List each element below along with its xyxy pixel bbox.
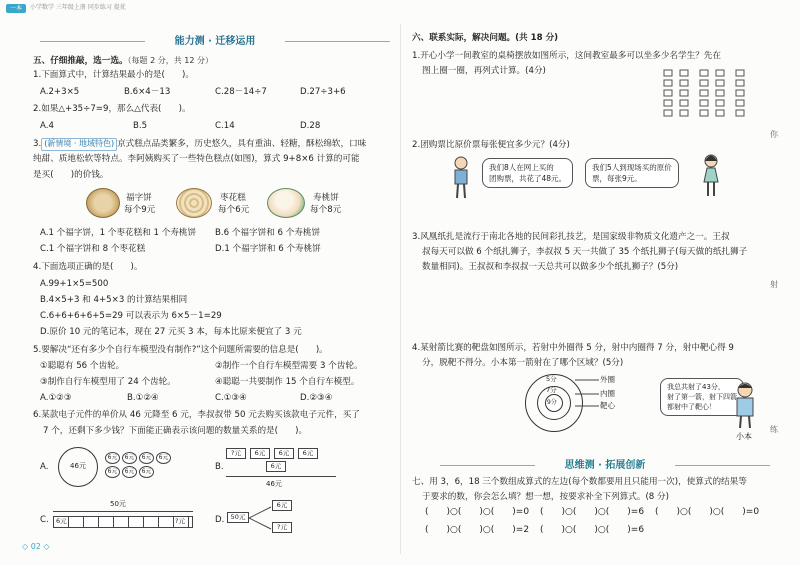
q5-text: 5.要解决“还有多少个自行车模型没有制作?”这个问题所需要的信息是( )。 [33, 345, 328, 355]
cake-shoutao-price: 每个8元 [310, 205, 342, 215]
q1-opt-c[interactable]: C.28－14÷7 [215, 87, 267, 97]
side-label-3: 练 [770, 425, 778, 434]
r-q1-text-2: 图上圈一圈，再列式计算。(4分) [422, 66, 546, 76]
boy-figure [446, 154, 480, 200]
score-bull: 9分 [547, 399, 557, 406]
q6-c-last: ?元 [175, 517, 185, 525]
header-text: 小学数学 三年级上册 同步练习 提优 [30, 4, 126, 11]
q3-text-2: 纯甜、质地松软等特点。李阿姨购买了一些特色糕点(如图)，算式 9+8×6 计算的可能 [33, 154, 360, 164]
cake-zaohua-name: 枣花糕 [220, 193, 246, 203]
section7-text-2: 于要求的数，你会怎么填？想一想，按要求补全下列算式。(8 分) [422, 492, 669, 502]
q5-info-1: ①聪聪有 56 个齿轮。 [40, 361, 125, 371]
q1-text: 1.下面算式中，计算结果最小的是( )。 [33, 70, 194, 80]
section5-title: 五、仔细推敲，选一选。（每题 2 分，共 12 分） [33, 56, 213, 66]
q4-text: 4.下面选项正确的是( )。 [33, 262, 143, 272]
cake-zaohua-price: 每个6元 [218, 205, 250, 215]
q1-opt-d[interactable]: D.27÷3+6 [300, 87, 346, 97]
coin-6: 6元 [139, 452, 154, 464]
cake-fuzi-name: 福字饼 [126, 193, 152, 203]
coin-6: 6元 [105, 466, 120, 478]
target-label-lines [575, 376, 603, 416]
side-label-1: 你 [770, 130, 778, 139]
q4-opt-c[interactable]: C.6+6+6+6+5=29 可以表示为 6×5－1=29 [40, 311, 222, 321]
score-inner: 7分 [546, 386, 557, 394]
coin-6: 6元 [105, 452, 120, 464]
q5-opt-d[interactable]: D.②③④ [300, 393, 333, 403]
q5-opt-b[interactable]: B.①②④ [127, 393, 159, 403]
q6-d-box-a: 6元 [272, 500, 292, 511]
cake-fuzi-price: 每个9元 [124, 205, 156, 215]
q3-opt-c[interactable]: C.1 个福字饼和 8 个枣花糕 [40, 244, 146, 254]
section-banner-thinking: 思维测 · 拓展创新 [440, 458, 770, 473]
section6-title: 六、联系实际，解决问题。(共 18 分) [412, 33, 559, 43]
q6-d-box-b: ?元 [272, 522, 292, 533]
q2-opt-a[interactable]: A.4 [40, 121, 54, 131]
q6-label-c[interactable]: C. [40, 515, 49, 525]
zaohua-cake-image [176, 188, 212, 218]
q5-opt-a[interactable]: A.①②③ [40, 393, 72, 403]
brand-logo: 一本 [6, 4, 26, 13]
fuzi-cake-image [86, 188, 120, 218]
coin-6: 6元 [122, 466, 137, 478]
shoutao-cake-image [267, 188, 305, 218]
section7-text-1: 七、用 3，6，18 三个数组成算式的左边(每个数都要用且只能用一次)，使算式的结果等 [412, 477, 747, 487]
equation-2[interactable]: ( )○( )○( )=6 [540, 507, 645, 517]
q6-text-2: 7 个，还剩下多少钱？下面能正确表示该问题的数量关系的是( )。 [43, 426, 308, 436]
page-number: ◇ 02 ◇ [22, 542, 50, 551]
q2-opt-d[interactable]: D.28 [300, 121, 321, 131]
coin-6: 6元 [156, 452, 171, 464]
coin-6: 6元 [122, 452, 137, 464]
q3-opt-a[interactable]: A.1 个福字饼，1 个枣花糕和 1 个寿桃饼 [40, 228, 197, 238]
equation-1[interactable]: ( )○( )○( )=0 [425, 507, 530, 517]
q4-opt-b[interactable]: B.4×5+3 和 4+5×3 的计算结果相同 [40, 295, 188, 305]
q3-opt-b[interactable]: B.6 个福字饼和 6 个寿桃饼 [215, 228, 321, 238]
q6-b-box-6: 6元 [274, 448, 294, 459]
q2-text: 2.如果△+35÷7=9，那么△代表( )。 [33, 104, 191, 114]
q6-b-box-6: 6元 [298, 448, 318, 459]
xiaoben-figure [727, 380, 763, 430]
label-outer: 外圈 [600, 375, 615, 384]
q5-info-2: ②制作一个自行车模型需要 3 个齿轮。 [215, 361, 363, 371]
r-q3-text-3: 数量相同)。王叔叔和李叔叔一天总共可以做多少个纸扎狮子？(5分) [422, 262, 679, 272]
q6-b-box-6: 6元 [250, 448, 270, 459]
girl-figure [695, 152, 729, 198]
equation-5[interactable]: ( )○( )○( )=6 [540, 525, 645, 535]
classroom-seating-diagram [660, 64, 760, 129]
equation-3[interactable]: ( )○( )○( )=0 [655, 507, 760, 517]
q6-c-brace [53, 511, 193, 512]
r-q3-text-1: 3.风凰纸扎是流行于南北各地的民间彩扎技艺，是国家级非物质文化遗产之一。王叔 [412, 232, 730, 242]
cake-shoutao-name: 寿桃饼 [313, 193, 339, 203]
r-q2-text: 2.团购票比原价票每张便宜多少元？(4分) [412, 140, 570, 150]
score-outer: 5分 [546, 375, 557, 383]
q2-opt-b[interactable]: B.5 [133, 121, 148, 131]
speech-bubble-xiaoben: 我总共射了43分， 射了第一箭，射下四箭 都射中了靶心！ [660, 378, 744, 416]
side-label-2: 射 [770, 280, 778, 289]
r-q4-text-1: 4.某射箭比赛的靶盘如图所示，若射中外圈得 5 分，射中内圈得 7 分，射中靶心得 9 [412, 343, 734, 353]
label-inner: 内圈 [600, 389, 615, 398]
q4-opt-a[interactable]: A.99+1×5=500 [40, 279, 109, 289]
q3-tag: (新情境 · 地域特色) [41, 138, 117, 151]
q3-text-1: 3. (新情境 · 地域特色) 京式糕点品类繁多，历史悠久，具有重油、轻糖，酥松绵软，口味 [33, 139, 367, 149]
q6-d-box: 50元 [227, 512, 249, 523]
q6-c-segment-bar [53, 516, 193, 528]
q6-text-1: 6.某款电子元件的单价从 46 元降至 6 元，李叔叔带 50 元去购买该款电子元件，买了 [33, 410, 360, 420]
q6-label-b[interactable]: B. [215, 462, 224, 472]
label-bull: 靶心 [600, 401, 615, 410]
q6-b-total: 46元 [266, 480, 282, 488]
q6-d-branch [249, 503, 273, 533]
q2-opt-c[interactable]: C.14 [215, 121, 235, 131]
q5-info-3: ③制作自行车模型用了 24 个齿轮。 [40, 377, 176, 387]
coin-6: 6元 [139, 466, 154, 478]
q6-a-big-circle: 46元 [58, 447, 98, 487]
r-q1-text-1: 1.开心小学一间教室的桌椅摆放如图所示，这间教室最多可以坐多少名学生？先在 [412, 51, 721, 61]
speech-bubble-group: 我们8人在网上买的 团购票，共花了48元。 [482, 158, 573, 188]
speech-bubble-onsite: 我们5人到现场买的原价 票，每张9元。 [585, 158, 679, 188]
xiaoben-label: 小本 [736, 432, 752, 441]
page-divider [400, 24, 401, 554]
q5-opt-c[interactable]: C.①③④ [215, 393, 247, 403]
q1-opt-b[interactable]: B.6×4－13 [124, 87, 171, 97]
q4-opt-d[interactable]: D.原价 10 元的笔记本，现在 27 元买 3 本，每本比原来便宜了 3 元 [40, 327, 302, 337]
r-q4-text-2: 分，脱靶不得分。小本第一箭射在了哪个区域？(5分) [422, 358, 624, 368]
equation-4[interactable]: ( )○( )○( )=2 [425, 525, 530, 535]
q6-c-first: 6元 [56, 517, 67, 525]
q6-c-total: 50元 [110, 500, 126, 508]
q6-b-line [226, 476, 336, 477]
q6-b-box-unknown: ?元 [226, 448, 246, 459]
q6-label-d[interactable]: D. [215, 515, 225, 525]
q5-info-4: ④聪聪一共要制作 15 个自行车模型。 [215, 377, 360, 387]
q1-opt-a[interactable]: A.2+3×5 [40, 87, 80, 97]
q6-label-a[interactable]: A. [40, 462, 49, 472]
q3-text-3: 是买( )的价钱。 [33, 170, 109, 180]
q3-opt-d[interactable]: D.1 个福字饼和 6 个寿桃饼 [215, 244, 321, 254]
section-banner-ability: 能力测 · 迁移运用 [40, 34, 390, 49]
q6-b-box-6b: 6元 [266, 461, 286, 472]
r-q3-text-2: 叔每天可以做 6 个纸扎狮子，李叔叔 5 天一共做了 35 个纸扎狮子(每天做的纸扎狮子 [422, 247, 748, 257]
